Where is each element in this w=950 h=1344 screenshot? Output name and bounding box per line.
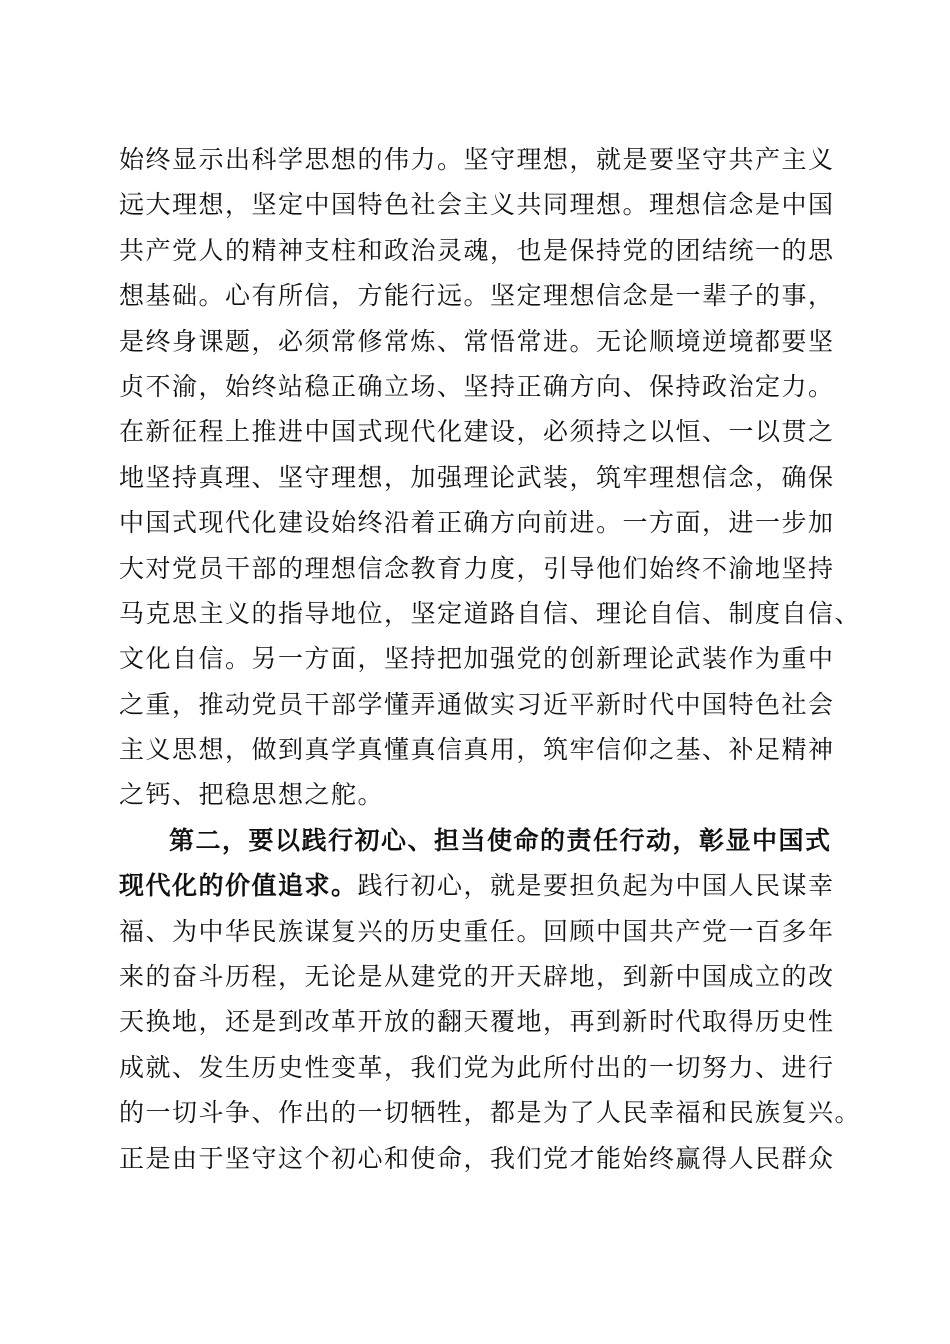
section-heading-end: 现代化的价值追求。 (119, 871, 358, 901)
text-line: 文化自信。另一方面，坚持把加强党的创新理论武装作为重中 (119, 644, 835, 674)
text-line: 马克思主义的指导地位，坚定道路自信、理论自信、制度自信、 (119, 598, 862, 628)
text-line: 之钙、把稳思想之舵。 (119, 780, 385, 810)
section-heading-line: 第二，要以践行初心、担当使命的责任行动，彰显中国式 (169, 825, 832, 855)
text-line: 大对党员干部的理想信念教育力度，引导他们始终不渝地坚持 (119, 553, 835, 583)
text-line: 共产党人的精神支柱和政治灵魂，也是保持党的团结统一的思 (119, 235, 835, 265)
text-line: 地坚持真理、坚守理想，加强理论武装，筑牢理想信念，确保 (119, 462, 835, 492)
text-line: 来的奋斗历程，无论是从建党的开天辟地，到新中国成立的改 (119, 962, 835, 992)
text-line: 的一切斗争、作出的一切牺牲，都是为了人民幸福和民族复兴。 (119, 1098, 862, 1128)
text-line: 是终身课题，必须常修常炼、常悟常进。无论顺境逆境都要坚 (119, 326, 835, 356)
text-line: 之重，推动党员干部学懂弄通做实习近平新时代中国特色社会 (119, 689, 835, 719)
text-line (119, 863, 839, 908)
text-line: 福、为中华民族谋复兴的历史重任。回顾中国共产党一百多年 (119, 916, 835, 946)
text-line: 主义思想，做到真学真懂真信真用，筑牢信仰之基、补足精神 (119, 735, 835, 765)
text-line: 中国式现代化建设始终沿着正确方向前进。一方面，进一步加 (119, 508, 835, 538)
paragraph-text: 践行初心，就是要担负起为中国人民谋幸 (357, 871, 835, 901)
text-line: 正是由于坚守这个初心和使命，我们党才能始终赢得人民群众 (119, 1143, 835, 1173)
text-line: 远大理想，坚定中国特色社会主义共同理想。理想信念是中国 (119, 190, 835, 220)
text-line: 想基础。心有所信，方能行远。坚定理想信念是一辈子的事， (119, 281, 835, 311)
text-line: 成就、发生历史性变革，我们党为此所付出的一切努力、进行 (119, 1052, 835, 1082)
text-line: 贞不渝，始终站稳正确立场、坚持正确方向、保持政治定力。 (119, 371, 835, 401)
text-line: 天换地，还是到改革开放的翻天覆地，再到新时代取得历史性 (119, 1007, 835, 1037)
body-text (119, 137, 862, 1181)
text-line: 在新征程上推进中国式现代化建设，必须持之以恒、一以贯之 (119, 417, 835, 447)
text-line: 始终显示出科学思想的伟力。坚守理想，就是要坚守共产主义 (119, 145, 835, 174)
